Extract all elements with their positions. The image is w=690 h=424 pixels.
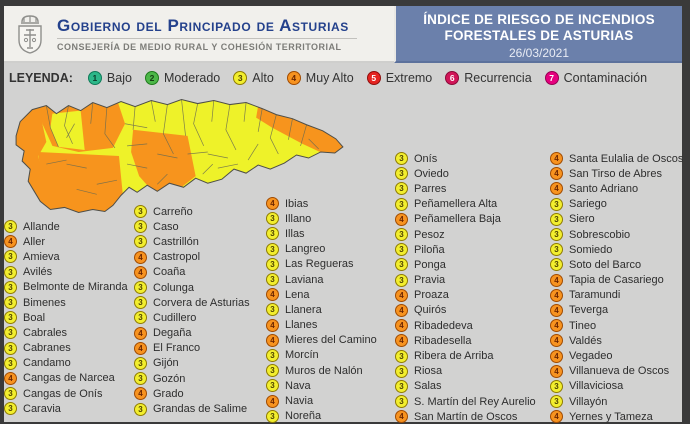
risk-level-3-icon: 3 <box>266 227 279 240</box>
municipality-row <box>266 242 377 257</box>
risk-level-3-icon: 3 <box>134 281 147 294</box>
municipality-name: Villayón <box>569 395 608 408</box>
municipality-row <box>266 257 377 272</box>
municipality-name: Colunga <box>153 281 194 294</box>
municipality-name: San Martín de Oscos <box>414 410 518 423</box>
municipality-row <box>266 287 377 302</box>
municipality-name: Mieres del Camino <box>285 334 377 347</box>
risk-level-4-icon: 4 <box>395 213 408 226</box>
municipality-name: Corvera de Asturias <box>153 296 250 309</box>
municipality-row <box>134 386 250 401</box>
municipality-row <box>266 348 377 363</box>
municipality-name: Ribera de Arriba <box>414 350 494 363</box>
municipality-row <box>4 280 128 295</box>
municipality-row <box>134 356 250 371</box>
municipality-row <box>4 341 128 356</box>
municipality-row <box>266 226 377 241</box>
municipality-row <box>266 302 377 317</box>
risk-level-3-icon: 3 <box>550 243 563 256</box>
risk-level-1-icon: 1 <box>88 71 102 85</box>
report-title-panel <box>394 6 682 63</box>
municipality-row <box>395 257 536 272</box>
municipality-name: Avilés <box>23 266 53 279</box>
municipality-row <box>550 151 683 166</box>
risk-level-4-icon: 4 <box>550 274 563 287</box>
municipality-name: Taramundi <box>569 289 621 302</box>
municipality-name: Villanueva de Oscos <box>569 365 670 378</box>
org-divider <box>57 38 357 39</box>
risk-level-3-icon: 3 <box>4 357 17 370</box>
municipality-name: Ponga <box>414 258 446 271</box>
municipality-name: Piloña <box>414 243 445 256</box>
risk-level-4-icon: 4 <box>134 342 147 355</box>
risk-level-4-icon: 4 <box>550 289 563 302</box>
municipality-row <box>395 348 536 363</box>
legend-item-label: Moderado <box>163 71 221 85</box>
risk-level-3-icon: 3 <box>4 387 17 400</box>
risk-level-4-icon: 4 <box>550 350 563 363</box>
municipality-row <box>395 227 536 242</box>
risk-level-4-icon: 4 <box>134 251 147 264</box>
risk-level-3-icon: 3 <box>266 410 279 423</box>
risk-level-4-icon: 4 <box>550 167 563 180</box>
municipality-name: Parres <box>414 182 447 195</box>
risk-level-3-icon: 3 <box>4 266 17 279</box>
municipality-name: Candamo <box>23 357 71 370</box>
municipality-name: Tapia de Casariego <box>569 274 664 287</box>
municipality-row <box>550 333 683 348</box>
legend <box>9 71 647 85</box>
municipality-row <box>134 295 250 310</box>
municipality-row <box>4 401 128 416</box>
legend-items <box>88 71 647 85</box>
municipality-name: Illas <box>285 227 305 240</box>
municipality-name: Castropol <box>153 251 201 264</box>
risk-level-4-icon: 4 <box>266 288 279 301</box>
legend-item-label: Muy Alto <box>305 71 354 85</box>
risk-level-3-icon: 3 <box>134 372 147 385</box>
municipality-row <box>266 272 377 287</box>
risk-level-3-icon: 3 <box>266 379 279 392</box>
municipality-name: Boal <box>23 311 46 324</box>
risk-level-4-icon: 4 <box>287 71 301 85</box>
risk-level-3-icon: 3 <box>266 212 279 225</box>
risk-level-3-icon: 3 <box>134 235 147 248</box>
municipality-name: Allande <box>23 220 60 233</box>
risk-level-4-icon: 4 <box>395 289 408 302</box>
risk-level-2-icon: 2 <box>145 71 159 85</box>
municipality-row <box>395 318 536 333</box>
municipality-name: Valdés <box>569 334 602 347</box>
municipality-row <box>4 356 128 371</box>
municipality-row <box>395 212 536 227</box>
municipality-name: Grado <box>153 387 184 400</box>
legend-item-label: Extremo <box>385 71 433 85</box>
risk-level-3-icon: 3 <box>395 274 408 287</box>
municipality-row <box>550 181 683 196</box>
municipality-name: Oviedo <box>414 167 449 180</box>
municipality-name: Yernes y Tameza <box>569 410 653 423</box>
municipality-row <box>550 273 683 288</box>
risk-level-3-icon: 3 <box>395 228 408 241</box>
municipality-column-4 <box>395 151 536 424</box>
risk-level-3-icon: 3 <box>4 311 17 324</box>
municipality-row <box>395 303 536 318</box>
risk-level-4-icon: 4 <box>550 182 563 195</box>
risk-level-4-icon: 4 <box>395 334 408 347</box>
municipality-name: Soto del Barco <box>569 258 642 271</box>
municipality-name: Santo Adriano <box>569 182 639 195</box>
risk-level-4-icon: 4 <box>134 387 147 400</box>
risk-level-4-icon: 4 <box>266 395 279 408</box>
municipality-name: Cudillero <box>153 311 197 324</box>
risk-level-3-icon: 3 <box>134 357 147 370</box>
report-title-line2: FORESTALES DE ASTURIAS <box>444 28 634 43</box>
report-title-line1: ÍNDICE DE RIESGO DE INCENDIOS <box>423 12 655 27</box>
municipality-name: Vegadeo <box>569 350 613 363</box>
risk-level-3-icon: 3 <box>395 182 408 195</box>
municipality-name: Ibias <box>285 197 309 210</box>
risk-level-3-icon: 3 <box>550 395 563 408</box>
municipality-name: Onís <box>414 152 438 165</box>
municipality-name: Noreña <box>285 410 322 423</box>
municipality-name: Ribadedeva <box>414 319 473 332</box>
municipality-row <box>550 242 683 257</box>
municipality-row <box>134 310 250 325</box>
page-background <box>4 6 682 422</box>
municipality-name: Peñamellera Alta <box>414 198 498 211</box>
risk-level-4-icon: 4 <box>395 304 408 317</box>
risk-level-4-icon: 4 <box>550 304 563 317</box>
municipality-row <box>266 378 377 393</box>
municipality-name: Teverga <box>569 304 609 317</box>
risk-level-3-icon: 3 <box>550 213 563 226</box>
risk-level-3-icon: 3 <box>550 198 563 211</box>
municipality-row <box>134 234 250 249</box>
municipality-row <box>4 325 128 340</box>
risk-level-4-icon: 4 <box>395 319 408 332</box>
risk-level-4-icon: 4 <box>550 319 563 332</box>
municipality-name: Sobrescobio <box>569 228 631 241</box>
municipality-row <box>395 273 536 288</box>
municipality-row <box>266 211 377 226</box>
legend-item-label: Recurrencia <box>464 71 532 85</box>
risk-level-3-icon: 3 <box>134 220 147 233</box>
municipality-row <box>134 326 250 341</box>
municipality-name: Salas <box>414 380 442 393</box>
municipality-row <box>550 288 683 303</box>
municipality-name: Tineo <box>569 319 597 332</box>
risk-level-3-icon: 3 <box>395 395 408 408</box>
municipality-row <box>395 197 536 212</box>
risk-level-3-icon: 3 <box>266 243 279 256</box>
risk-level-3-icon: 3 <box>395 167 408 180</box>
municipality-name: Sariego <box>569 198 607 211</box>
municipality-name: Navia <box>285 395 314 408</box>
risk-level-6-icon: 6 <box>445 71 459 85</box>
municipality-row <box>4 234 128 249</box>
org-subtitle: CONSEJERÍA DE MEDIO RURAL Y COHESIÓN TERRITORIAL <box>57 41 342 52</box>
municipality-name: Carreño <box>153 205 193 218</box>
municipality-name: Quirós <box>414 304 447 317</box>
risk-level-4-icon: 4 <box>134 266 147 279</box>
municipality-row <box>134 280 250 295</box>
municipality-row <box>550 379 683 394</box>
municipality-name: Llanes <box>285 319 318 332</box>
risk-level-3-icon: 3 <box>4 250 17 263</box>
risk-level-3-icon: 3 <box>266 258 279 271</box>
risk-level-3-icon: 3 <box>395 380 408 393</box>
municipality-name: Pravia <box>414 274 446 287</box>
header-org-panel <box>4 6 394 63</box>
municipality-row <box>266 333 377 348</box>
municipality-row <box>4 219 128 234</box>
risk-level-4-icon: 4 <box>550 365 563 378</box>
risk-level-3-icon: 3 <box>134 311 147 324</box>
municipality-row <box>134 401 250 416</box>
legend-item-recurrencia <box>445 71 531 85</box>
municipality-name: Bimenes <box>23 296 66 309</box>
municipality-row <box>266 363 377 378</box>
municipality-name: Llanera <box>285 303 322 316</box>
municipality-row <box>395 288 536 303</box>
municipality-column-3 <box>266 196 377 424</box>
municipality-row <box>266 318 377 333</box>
municipality-name: S. Martín del Rey Aurelio <box>414 395 536 408</box>
municipality-row <box>134 204 250 219</box>
municipality-name: Amieva <box>23 250 60 263</box>
municipality-name: Degaña <box>153 327 192 340</box>
municipality-row <box>550 257 683 272</box>
risk-level-3-icon: 3 <box>550 380 563 393</box>
risk-level-3-icon: 3 <box>266 349 279 362</box>
legend-item-alto <box>233 71 274 85</box>
municipality-row <box>266 196 377 211</box>
municipality-row <box>550 166 683 181</box>
risk-level-3-icon: 3 <box>4 281 17 294</box>
risk-level-3-icon: 3 <box>134 205 147 218</box>
municipality-name: Siero <box>569 213 595 226</box>
risk-level-3-icon: 3 <box>134 403 147 416</box>
municipality-row <box>134 250 250 265</box>
legend-item-label: Contaminación <box>563 71 648 85</box>
municipality-row <box>395 151 536 166</box>
report-date: 26/03/2021 <box>508 46 570 60</box>
municipality-name: Langreo <box>285 243 326 256</box>
risk-level-3-icon: 3 <box>266 273 279 286</box>
municipality-name: El Franco <box>153 342 201 355</box>
municipality-row <box>395 166 536 181</box>
legend-item-label: Bajo <box>106 71 132 85</box>
risk-level-3-icon: 3 <box>550 258 563 271</box>
municipality-row <box>550 303 683 318</box>
org-title: Gobierno del Principado de Asturias <box>57 15 349 35</box>
municipality-row <box>134 265 250 280</box>
risk-level-3-icon: 3 <box>266 364 279 377</box>
risk-level-3-icon: 3 <box>266 303 279 316</box>
risk-level-3-icon: 3 <box>395 365 408 378</box>
municipality-name: Peñamellera Baja <box>414 213 501 226</box>
risk-level-4-icon: 4 <box>550 334 563 347</box>
municipality-name: Belmonte de Miranda <box>23 281 128 294</box>
municipality-name: Gijón <box>153 357 179 370</box>
municipality-name: Nava <box>285 379 311 392</box>
municipality-name: Coaña <box>153 266 186 279</box>
risk-level-3-icon: 3 <box>395 198 408 211</box>
municipality-name: Gozón <box>153 372 186 385</box>
municipality-name: Laviana <box>285 273 324 286</box>
municipality-row <box>395 394 536 409</box>
legend-item-bajo <box>88 71 132 85</box>
municipality-name: Santa Eulalia de Oscos <box>569 152 684 165</box>
municipality-row <box>4 265 128 280</box>
municipality-row <box>550 318 683 333</box>
legend-item-extremo <box>367 71 433 85</box>
org-text-block <box>57 16 357 52</box>
risk-level-3-icon: 3 <box>550 228 563 241</box>
municipality-row <box>4 295 128 310</box>
legend-item-label: Alto <box>252 71 274 85</box>
municipality-row <box>4 371 128 386</box>
municipality-column-5 <box>550 151 683 424</box>
risk-level-3-icon: 3 <box>134 296 147 309</box>
legend-label: LEYENDA: <box>9 71 73 85</box>
municipality-column-1 <box>4 219 128 416</box>
legend-item-contaminación <box>545 71 647 85</box>
header <box>4 6 682 63</box>
municipality-row <box>134 371 250 386</box>
risk-level-4-icon: 4 <box>550 410 563 423</box>
municipality-name: Cabrales <box>23 326 68 339</box>
risk-level-4-icon: 4 <box>134 327 147 340</box>
risk-level-4-icon: 4 <box>266 197 279 210</box>
risk-level-3-icon: 3 <box>395 258 408 271</box>
risk-level-4-icon: 4 <box>4 372 17 385</box>
municipality-name: San Tirso de Abres <box>569 167 662 180</box>
municipality-row <box>550 364 683 379</box>
risk-level-4-icon: 4 <box>266 319 279 332</box>
municipality-name: Caso <box>153 220 179 233</box>
risk-level-5-icon: 5 <box>367 71 381 85</box>
municipality-row <box>550 394 683 409</box>
risk-level-3-icon: 3 <box>4 220 17 233</box>
risk-level-3-icon: 3 <box>395 243 408 256</box>
municipality-name: Illano <box>285 212 312 225</box>
municipality-name: Proaza <box>414 289 449 302</box>
municipality-name: Riosa <box>414 365 443 378</box>
municipality-row <box>4 310 128 325</box>
municipality-row <box>134 341 250 356</box>
municipality-name: Ribadesella <box>414 334 472 347</box>
legend-item-muy-alto <box>287 71 354 85</box>
risk-level-3-icon: 3 <box>4 402 17 415</box>
municipality-row <box>550 348 683 363</box>
risk-level-4-icon: 4 <box>4 235 17 248</box>
municipality-name: Castrillón <box>153 235 199 248</box>
municipality-name: Somiedo <box>569 243 613 256</box>
municipality-name: Lena <box>285 288 310 301</box>
municipality-name: Cangas de Onís <box>23 387 103 400</box>
risk-level-7-icon: 7 <box>545 71 559 85</box>
municipality-name: Grandas de Salime <box>153 403 248 416</box>
risk-level-3-icon: 3 <box>395 350 408 363</box>
municipality-row <box>4 249 128 264</box>
municipality-row <box>395 181 536 196</box>
municipality-name: Aller <box>23 235 46 248</box>
municipality-name: Cabranes <box>23 342 71 355</box>
map-zone-southwest-muy-alto <box>32 152 123 217</box>
municipality-row <box>550 227 683 242</box>
municipality-row <box>134 219 250 234</box>
municipality-row <box>4 386 128 401</box>
risk-level-4-icon: 4 <box>550 152 563 165</box>
legend-item-moderado <box>145 71 220 85</box>
municipality-name: Las Regueras <box>285 258 354 271</box>
municipality-name: Cangas de Narcea <box>23 372 115 385</box>
risk-level-3-icon: 3 <box>233 71 247 85</box>
risk-level-3-icon: 3 <box>4 296 17 309</box>
risk-level-3-icon: 3 <box>4 326 17 339</box>
municipality-name: Villaviciosa <box>569 380 624 393</box>
municipality-name: Morcín <box>285 349 319 362</box>
asturias-crest-logo <box>13 11 47 57</box>
municipality-row <box>395 364 536 379</box>
risk-level-4-icon: 4 <box>266 334 279 347</box>
risk-level-4-icon: 4 <box>395 410 408 423</box>
municipality-row <box>550 197 683 212</box>
municipality-row <box>395 333 536 348</box>
municipality-row <box>395 242 536 257</box>
municipality-row <box>395 379 536 394</box>
municipality-row <box>266 393 377 408</box>
municipality-column-2 <box>134 204 250 417</box>
municipality-row <box>550 212 683 227</box>
municipality-name: Caravia <box>23 402 61 415</box>
municipality-name: Pesoz <box>414 228 445 241</box>
municipality-name: Muros de Nalón <box>285 364 363 377</box>
risk-level-3-icon: 3 <box>395 152 408 165</box>
risk-level-3-icon: 3 <box>4 342 17 355</box>
